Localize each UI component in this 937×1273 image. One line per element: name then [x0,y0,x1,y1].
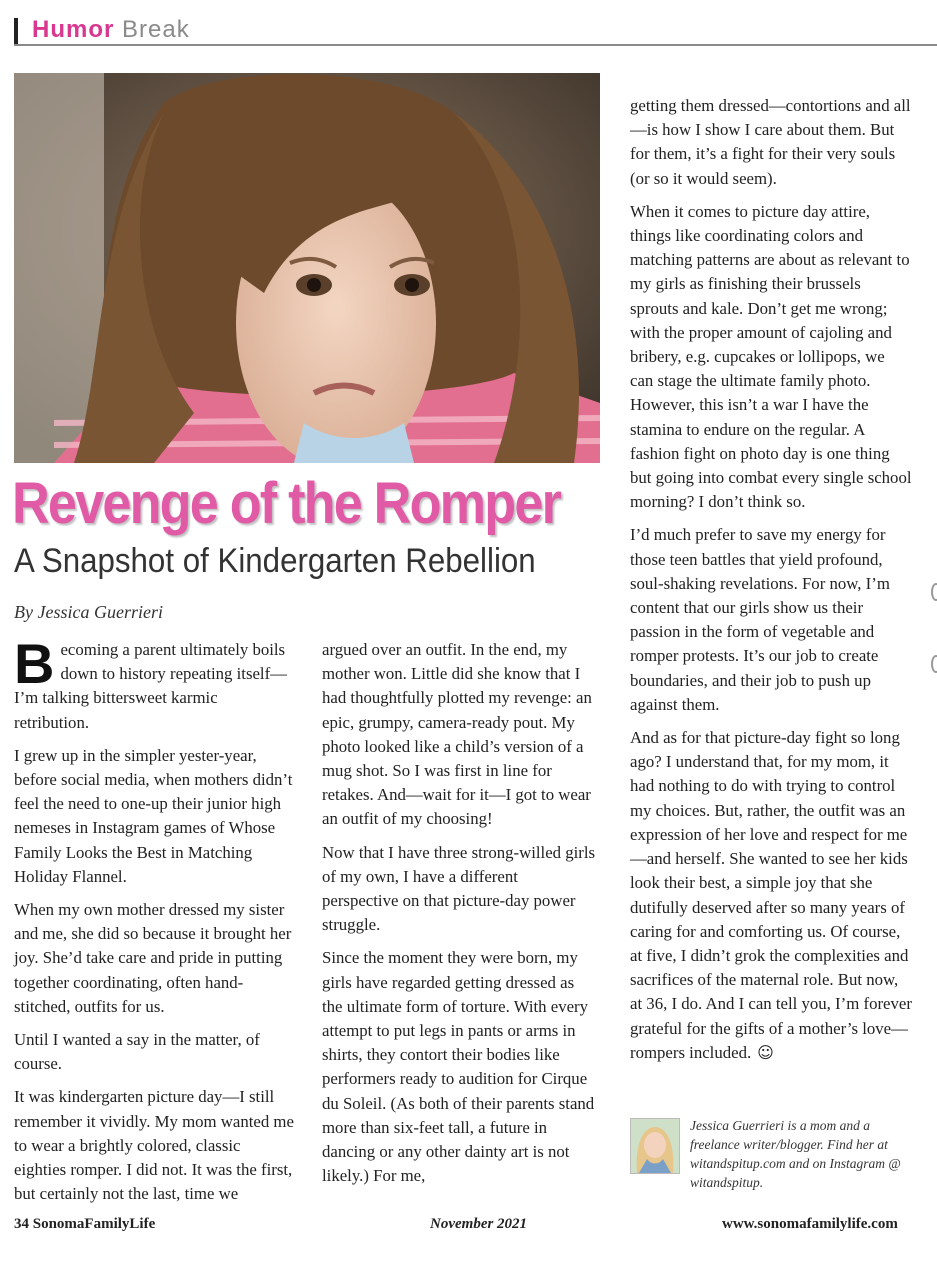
avatar-image [631,1119,679,1173]
paragraph: argued over an outfit. In the end, my mother won. Little did she know that I had thoughtfully plotted my revenge: an epic, grumpy, camera-ready pout. My photo looked like a child’s version of a mug shot. So I was first in line for retakes. And—wait for it—I got to wear an outfit of my choosing! [322,640,592,829]
edge-mark [931,583,937,601]
paragraph [630,726,912,1065]
column-3 [630,94,912,1074]
paragraph: I grew up in the simpler yester-year, before social media, when mothers didn’t feel the need to one-up their junior high nemeses in Instagram games of Whose Family Looks the Best in Matching Holiday Flannel. [14,745,293,886]
section-title-word2: Break [122,16,190,43]
byline: By Jessica Guerrieri [14,602,163,622]
end-mark-icon: ☺ [757,1042,774,1062]
paragraph-text: ecoming a parent ultimately boils down to history repeating itself—I’m talking bittersweet karmic retribution. [14,640,287,732]
footer-url: www.sonomafamilylife.com [722,1216,898,1232]
photo-illustration [14,73,600,463]
bio-text: Jessica Guerrieri is a mom and a freelance writer/blogger. Find her at witandspitup.com and on Instagram @ witandspitup. [690,1118,901,1190]
article-subtitle: A Snapshot of Kindergarten Rebellion [14,542,536,580]
paragraph-text: And as for that picture-day fight so long ago? I understand that, for my mom, it had nothing to do with trying to control my choices. But, rather, the outfit was an expression of her love and respect for me—and herself. She wanted to see her kids look their best, a simple joy that she dutifully deserved after so many years of caring for and comforting us. Of course, at five, I didn’t grok the complexities and sacrifices of the maternal role. But now, at 36, I do. And I can tell you, I’m forever grateful for the gifts of a mother’s love—rompers included. [630,728,912,1062]
paragraph: I’d much prefer to save my energy for those teen battles that yield profound, soul-shaking revelations. For now, I’m content that our girls show us their passion in the form of vegetable and romper protests. It’s our job to create boundaries, and their job to push up against them. [630,525,890,714]
section-title-word1: Humor [32,16,115,43]
article-photo [14,73,600,463]
paragraph: Now that I have three strong-willed girls of my own, I have a different perspective on that picture-day power struggle. [322,842,596,935]
article-title: Revenge of the Romper [12,471,561,536]
dropcap: B [14,632,55,695]
column-2 [322,638,598,1197]
paragraph: When it comes to picture day attire, things like coordinating colors and matching patterns are about as relevant to my girls as finishing their brussels sprouts and kale. Don’t get me wrong; with the proper amount of cajoling and bribery, e.g. cupcakes or lollipops, we can stage the ultimate family photo. However, this isn’t a war I have the stamina to endure on the regular. A fashion fight on photo day is one thing but going into combat every single school morning? I don’t think so. [630,201,912,512]
paragraph: It was kindergarten picture day—I still remember it vividly. My mom wanted me to wear a brightly colored, classic eighties romper. I did not. It was the first, but certainly not the last, time we [14,1087,294,1204]
header-bar [14,18,18,44]
paragraph: getting them dressed—contortions and all—is how I show I care about them. But for them, it’s a fight for their very souls (or so it would seem). [630,96,911,188]
footer-date: November 2021 [430,1216,528,1232]
edge-mark [931,655,937,673]
column-1 [14,632,296,1215]
paragraph: Since the moment they were born, my girls have regarded getting dressed as the ultimate form of torture. With every attempt to put legs in pants or arms in shirts, they contort their bodies like performers ready to audition for Cirque du Soleil. (As both of their parents stand more than six-feet tall, a future in dancing or any other dainty art is not likely.) For me, [322,948,595,1186]
avatar [630,1118,680,1174]
author-bio [630,1116,920,1192]
footer-page-label: 34 SonomaFamilyLife [14,1216,156,1232]
paragraph: Until I wanted a say in the matter, of course. [14,1030,260,1074]
paragraph: When my own mother dressed my sister and me, she did so because it brought her joy. She’d take care and pride in putting together coordinating, often hand-stitched, outfits for us. [14,900,292,1016]
section-title [32,16,190,44]
paragraph [14,632,296,735]
section-header [14,14,937,46]
